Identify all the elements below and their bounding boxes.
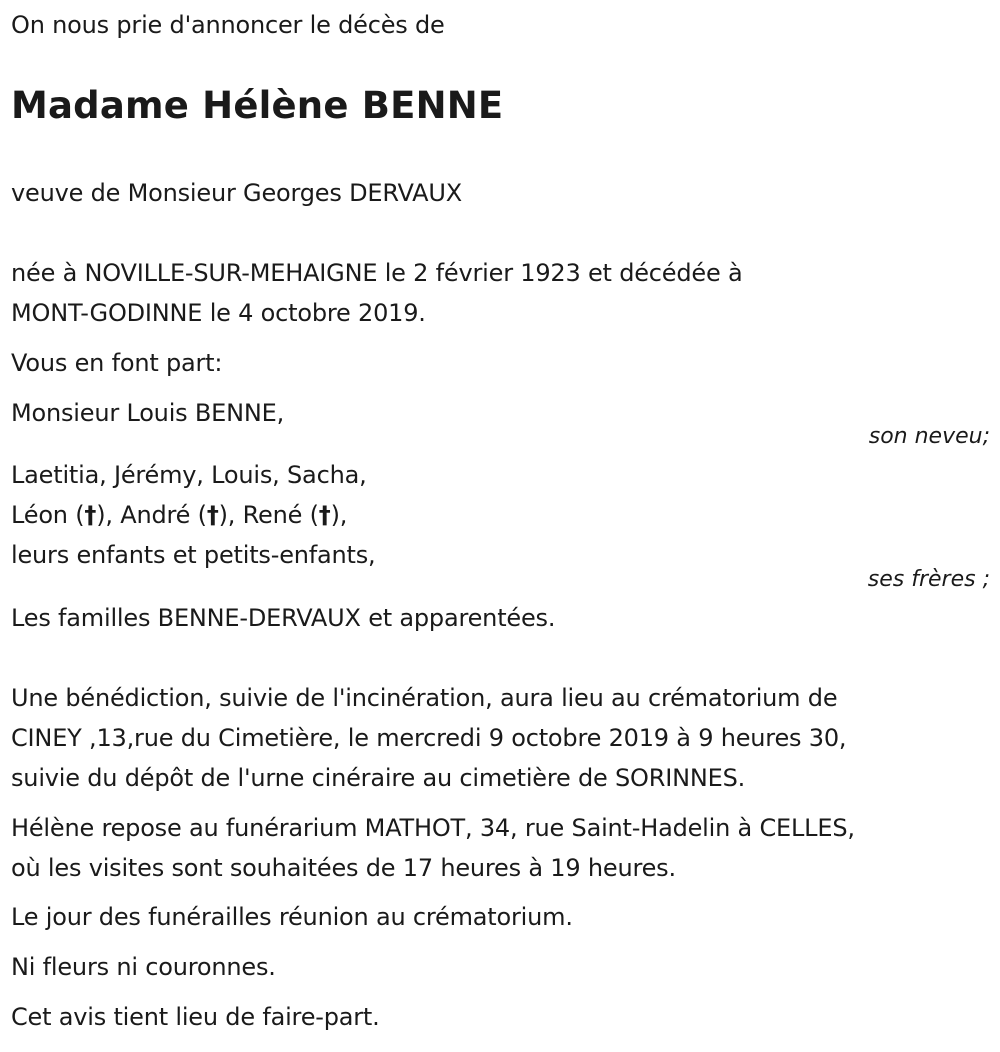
dagger-icon: † [84,501,97,529]
birth-death-line-1: née à NOVILLE-SUR-MEHAIGNE le 2 février 1923 et décédée à [11,259,743,287]
nephew-name: Monsieur Louis BENNE, [11,399,285,427]
birth-death-line-2: MONT-GODINNE le 4 octobre 2019. [11,299,426,327]
siblings-line-3: leurs enfants et petits-enfants, [11,541,376,569]
ceremony-line-3: suivie du dépôt de l'urne cinéraire au cimetière de SORINNES. [11,764,746,792]
reunion-text: Le jour des funérailles réunion au crématorium. [11,903,573,931]
notice-text: Cet avis tient lieu de faire-part. [11,1003,380,1031]
sibling-text: ), [330,501,348,529]
intro-text: On nous prie d'annoncer le décès de [11,11,445,39]
family-intro: Vous en font part: [11,349,223,377]
sibling-text: Léon ( [11,501,85,529]
siblings-line-2 [11,500,347,530]
dagger-icon: † [318,501,331,529]
nephew-relation: son neveu; [868,424,990,449]
flowers-text: Ni fleurs ni couronnes. [11,953,276,981]
visitation-line-2: où les visites sont souhaitées de 17 heures à 19 heures. [11,854,676,882]
deceased-name: Madame Hélène BENNE [11,84,504,127]
widow-of-text: veuve de Monsieur Georges DERVAUX [11,179,462,207]
sibling-text: ), André ( [96,501,207,529]
siblings-relation: ses frères ; [867,567,990,592]
families-text: Les familles BENNE-DERVAUX et apparentées. [11,604,556,632]
ceremony-line-2: CINEY ,13,rue du Cimetière, le mercredi 9 octobre 2019 à 9 heures 30, [11,724,847,752]
sibling-text: ), René ( [218,501,319,529]
visitation-line-1: Hélène repose au funérarium MATHOT, 34, rue Saint-Hadelin à CELLES, [11,814,855,842]
dagger-icon: † [206,501,219,529]
siblings-line-1: Laetitia, Jérémy, Louis, Sacha, [11,461,367,489]
ceremony-line-1: Une bénédiction, suivie de l'incinération, aura lieu au crématorium de [11,684,838,712]
